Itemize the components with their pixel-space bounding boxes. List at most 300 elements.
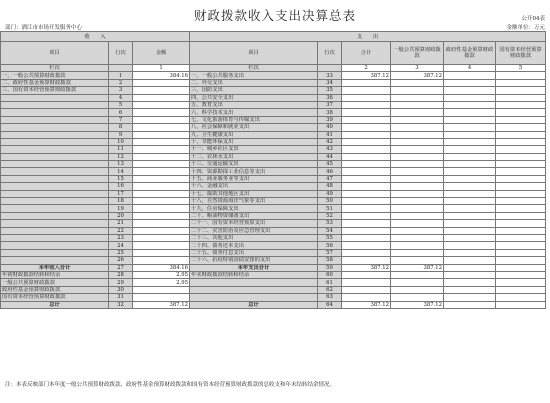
income-item-cell [1,242,109,249]
income-amount-cell [133,198,190,205]
expense-fund-cell [444,212,496,219]
income-item-cell: 三、国有资本经营预算财政拨款 [1,87,109,94]
expense-fund-cell [444,101,496,108]
income-line-cell: 10 [109,138,133,145]
income-amount-cell [133,183,190,190]
expense-fund-cell [444,294,496,301]
expense-total-cell: 387.12 [342,264,391,271]
expense-fund-cell [444,249,496,256]
expense-total-cell: 387.12 [342,301,391,308]
expense-line-cell: 53 [318,220,342,227]
table-row [1,168,546,175]
income-item-cell: 二、政府性基金预算财政拨款 [1,79,109,86]
expense-total-cell [342,198,391,205]
expense-total-cell [342,109,391,116]
expense-item-cell: 二十、粮油物资储备支出 [190,212,318,219]
expense-fund-cell [444,205,496,212]
expense-general-cell: 387.12 [391,301,444,308]
income-amount-cell [133,242,190,249]
income-amount-cell [133,79,190,86]
expense-total-cell [342,87,391,94]
expense-item-cell: 一、一般公共服务支出 [190,72,318,79]
income-amount-cell [133,168,190,175]
expense-line-cell: 64 [318,301,342,308]
income-line-cell: 17 [109,190,133,197]
table-row [1,257,546,264]
expense-total-cell [342,249,391,256]
income-item-cell: 国有资本经营预算财政拨款 [1,294,109,301]
income-line-cell: 21 [109,220,133,227]
expense-line-cell: 55 [318,234,342,241]
expense-item-header: 项目 [190,42,318,65]
col-number: 5 [496,65,546,72]
expense-total-cell [342,153,391,160]
expense-item-cell: 二十六、抗疫特别国债安排的支出 [190,257,318,264]
expense-state-cell [496,190,546,197]
expense-item-cell [190,279,318,286]
expense-line-cell: 54 [318,227,342,234]
expense-total-cell [342,279,391,286]
table-row [1,183,546,190]
col-blank [109,65,133,72]
income-line-cell: 25 [109,249,133,256]
table-row [1,212,546,219]
income-line-header: 行次 [109,42,133,65]
expense-total-cell [342,234,391,241]
expense-state-cell [496,79,546,86]
expense-line-cell: 60 [318,271,342,278]
expense-line-cell: 49 [318,190,342,197]
expense-general-cell [391,279,444,286]
expense-general-cell [391,109,444,116]
table-row [1,138,546,145]
expense-total-cell [342,101,391,108]
expense-line-cell: 50 [318,198,342,205]
expense-fund-cell [444,109,496,116]
income-amount-cell [133,227,190,234]
col-number: 4 [444,65,496,72]
income-amount-cell [133,220,190,227]
income-amount-cell [133,116,190,123]
income-amount-cell: 384.16 [133,72,190,79]
expense-line-cell: 36 [318,94,342,101]
expense-fund-cell [444,271,496,278]
expense-item-cell: 四、公共安全支出 [190,94,318,101]
expense-item-cell: 二十三、其他支出 [190,234,318,241]
income-line-cell: 18 [109,198,133,205]
expense-line-cell: 57 [318,249,342,256]
income-item-cell: 总计 [1,301,109,308]
expense-general-cell [391,124,444,131]
expense-line-cell: 56 [318,242,342,249]
expense-line-cell: 37 [318,101,342,108]
income-amount-cell [133,94,190,101]
income-line-cell: 3 [109,87,133,94]
income-item-cell [1,227,109,234]
expense-total-cell [342,220,391,227]
table-row [1,264,546,271]
department-label: 部门：洒江市市场开发服务中心 [5,25,83,31]
expense-total-cell [342,286,391,293]
expense-fund-cell [444,242,496,249]
expense-item-cell: 十三、交通运输支出 [190,161,318,168]
expense-total-cell [342,205,391,212]
unit-label: 金额单位：万元 [506,25,545,31]
expense-item-cell: 十四、资源勘探工业信息等支出 [190,168,318,175]
expense-total-cell [342,227,391,234]
table-row [1,271,546,278]
expense-fund-cell [444,257,496,264]
expense-item-cell: 八、社会保障和就业支出 [190,124,318,131]
expense-general-cell [391,79,444,86]
expense-state-cell [496,257,546,264]
income-amount-cell [133,212,190,219]
income-amount-cell [133,124,190,131]
expense-fund-cell [444,124,496,131]
expense-general-cell [391,153,444,160]
expense-state-cell [496,271,546,278]
income-line-cell: 28 [109,271,133,278]
expense-line-cell: 40 [318,124,342,131]
income-header: 收 入 [1,32,190,42]
income-item-cell: 一、一般公共预算财政拨款 [1,72,109,79]
expense-general-cell [391,198,444,205]
expense-general-cell [391,242,444,249]
fund-budget-header: 政府性基金预算财政拨款 [444,42,496,65]
expense-state-cell [496,116,546,123]
expense-line-cell: 43 [318,146,342,153]
expense-line-cell: 47 [318,175,342,182]
expense-total-cell [342,124,391,131]
income-amount-cell [133,294,190,301]
expense-total-cell [342,116,391,123]
expense-state-cell [496,138,546,145]
income-line-cell: 31 [109,294,133,301]
expense-state-cell [496,242,546,249]
expense-total-cell [342,212,391,219]
income-amount-cell [133,146,190,153]
income-item-cell [1,175,109,182]
income-line-cell: 27 [109,264,133,271]
income-line-cell: 30 [109,286,133,293]
expense-line-cell: 62 [318,286,342,293]
income-line-cell: 29 [109,279,133,286]
expense-fund-cell [444,183,496,190]
income-amount-cell [133,257,190,264]
income-item-cell [1,94,109,101]
expense-state-cell [496,249,546,256]
expense-state-cell [496,205,546,212]
expense-general-cell [391,168,444,175]
expense-line-cell: 42 [318,138,342,145]
col-label: 栏次 [190,65,318,72]
income-item-cell: 政府性基金预算财政拨款 [1,286,109,293]
expense-line-cell: 48 [318,183,342,190]
expense-total-cell [342,242,391,249]
table-row [1,109,546,116]
income-line-cell: 24 [109,242,133,249]
expense-state-cell [496,94,546,101]
income-item-cell [1,168,109,175]
expense-line-cell: 58 [318,257,342,264]
expense-fund-cell [444,279,496,286]
expense-general-cell [391,234,444,241]
expense-total-cell [342,271,391,278]
expense-total-cell [342,294,391,301]
income-line-cell: 22 [109,227,133,234]
expense-line-cell: 44 [318,153,342,160]
expense-line-cell: 51 [318,205,342,212]
expense-general-cell [391,116,444,123]
income-line-cell: 8 [109,124,133,131]
expense-fund-cell [444,198,496,205]
income-item-cell: 年初财政拨款结转和结余 [1,271,109,278]
income-amount-cell [133,153,190,160]
table-row [1,72,546,79]
expense-line-cell: 45 [318,161,342,168]
expense-total-cell [342,183,391,190]
expense-general-cell [391,249,444,256]
income-amount-cell: 384.16 [133,264,190,271]
expense-state-cell [496,198,546,205]
expense-state-cell [496,264,546,271]
expense-line-cell: 59 [318,264,342,271]
footnote: 注：本表反映部门本年度一般公共预算财政拨款、政府性基金预算财政拨款和国有资本经营预算财政拨款的总收支和年末结转结余情况。 [5,382,336,388]
table-row [1,116,546,123]
expense-state-cell [496,168,546,175]
expense-fund-cell [444,79,496,86]
expense-general-cell [391,131,444,138]
expense-item-cell: 五、教育支出 [190,101,318,108]
expense-fund-cell [444,168,496,175]
table-row [1,242,546,249]
income-amount-cell: 2.95 [133,279,190,286]
expense-fund-cell [444,301,496,308]
expense-fund-cell [444,264,496,271]
income-line-cell: 2 [109,79,133,86]
income-line-cell: 19 [109,205,133,212]
col-number: 2 [342,65,391,72]
income-line-cell: 9 [109,131,133,138]
table-row [1,161,546,168]
expense-line-cell: 33 [318,72,342,79]
income-amount-cell [133,286,190,293]
expense-state-cell [496,146,546,153]
income-item-cell [1,161,109,168]
expense-total-cell [342,175,391,182]
income-item-cell [1,212,109,219]
expense-item-cell: 二十一、国有资本经营预算支出 [190,220,318,227]
income-item-cell [1,109,109,116]
expense-item-cell: 十八、自然资源海洋气象等支出 [190,198,318,205]
income-item-cell: 一般公共预算财政拨款 [1,279,109,286]
expense-total-cell [342,257,391,264]
income-line-cell: 12 [109,153,133,160]
expense-general-cell [391,220,444,227]
table-row [1,124,546,131]
expense-state-cell [496,131,546,138]
income-item-cell [1,220,109,227]
expense-state-cell [496,109,546,116]
income-amount-header: 金额 [133,42,190,65]
expense-item-cell: 七、文化旅游体育与传媒支出 [190,116,318,123]
expense-general-cell: 387.12 [391,72,444,79]
expense-general-cell [391,183,444,190]
income-amount-cell [133,190,190,197]
expense-fund-cell [444,87,496,94]
expense-fund-cell [444,286,496,293]
table-row [1,286,546,293]
expense-fund-cell [444,94,496,101]
table-row [1,94,546,101]
expense-line-header: 行次 [318,42,342,65]
income-amount-cell [133,175,190,182]
income-item-cell [1,124,109,131]
expense-total-cell [342,146,391,153]
table-row [1,131,546,138]
general-budget-header: 一般公共预算财政拨款 [391,42,444,65]
expense-general-cell [391,101,444,108]
income-amount-cell: 387.12 [133,301,190,308]
expense-state-cell [496,220,546,227]
table-row [1,101,546,108]
expense-item-cell: 十一、城乡社区支出 [190,146,318,153]
expense-item-cell: 十七、援助其他地区支出 [190,190,318,197]
expense-line-cell: 39 [318,116,342,123]
expense-general-cell [391,175,444,182]
expense-state-cell [496,301,546,308]
expense-item-cell: 总计 [190,301,318,308]
expense-total-cell: 387.12 [342,72,391,79]
expense-fund-cell [444,153,496,160]
expense-general-cell [391,94,444,101]
expense-fund-cell [444,220,496,227]
expense-fund-cell [444,131,496,138]
expense-fund-cell [444,190,496,197]
income-line-cell: 1 [109,72,133,79]
expense-state-cell [496,153,546,160]
income-amount-cell [133,138,190,145]
expense-fund-cell [444,227,496,234]
expense-line-cell: 46 [318,168,342,175]
income-amount-cell: 2.95 [133,271,190,278]
expense-item-cell: 二十五、债务付息支出 [190,249,318,256]
table-row [1,205,546,212]
col-blank [318,65,342,72]
budget-table [0,31,546,309]
income-item-cell [1,205,109,212]
table-row [1,198,546,205]
total-header: 合计 [342,42,391,65]
form-number: 公开04表 [521,16,545,22]
income-item-cell [1,101,109,108]
table-row [1,146,546,153]
expense-total-cell [342,161,391,168]
income-item-cell [1,257,109,264]
income-line-cell: 23 [109,234,133,241]
expense-line-cell: 63 [318,294,342,301]
income-item-header: 项目 [1,42,109,65]
table-row [1,79,546,86]
expense-state-cell [496,212,546,219]
income-line-cell: 16 [109,183,133,190]
expense-line-cell: 38 [318,109,342,116]
income-amount-cell [133,161,190,168]
expense-general-cell [391,146,444,153]
page-title: 财政拨款收入支出决算总表 [193,8,356,23]
expense-state-cell [496,279,546,286]
expense-general-cell [391,286,444,293]
expense-total-cell [342,168,391,175]
expense-fund-cell [444,234,496,241]
expense-item-cell: 年末财政拨款结转和结余 [190,271,318,278]
table-row [1,234,546,241]
expense-item-cell [190,286,318,293]
expense-total-cell [342,190,391,197]
expense-item-cell [190,294,318,301]
income-item-cell [1,249,109,256]
expense-fund-cell [444,146,496,153]
income-amount-cell [133,234,190,241]
expense-item-cell: 三、国防支出 [190,87,318,94]
expense-fund-cell [444,161,496,168]
expense-fund-cell [444,175,496,182]
income-line-cell: 26 [109,257,133,264]
expense-item-cell: 二十四、债务还本支出 [190,242,318,249]
expense-state-cell [496,294,546,301]
income-item-cell [1,190,109,197]
expense-fund-cell [444,138,496,145]
table-row [1,279,546,286]
expense-item-cell: 十六、金融支出 [190,183,318,190]
expense-general-cell [391,138,444,145]
expense-item-cell: 十五、商业服务业等支出 [190,175,318,182]
income-item-cell [1,116,109,123]
expense-line-cell: 34 [318,79,342,86]
expense-state-cell [496,87,546,94]
income-item-cell [1,183,109,190]
expense-state-cell [496,227,546,234]
table-row [1,220,546,227]
table-row [1,249,546,256]
col-number: 1 [133,65,190,72]
income-item-cell [1,138,109,145]
income-item-cell: 本年收入合计 [1,264,109,271]
income-line-cell: 32 [109,301,133,308]
expense-general-cell [391,227,444,234]
income-amount-cell [133,205,190,212]
expense-total-cell [342,138,391,145]
table-row [1,190,546,197]
expense-state-cell [496,286,546,293]
table-row [1,87,546,94]
expense-item-cell: 二、外交支出 [190,79,318,86]
expense-general-cell [391,161,444,168]
expense-item-cell: 本年支出合计 [190,264,318,271]
expense-line-cell: 61 [318,279,342,286]
expense-total-cell [342,79,391,86]
income-item-cell [1,146,109,153]
expense-general-cell [391,87,444,94]
table-row [1,301,546,308]
expense-item-cell: 六、科学技术支出 [190,109,318,116]
expense-state-cell [496,234,546,241]
expense-line-cell: 35 [318,87,342,94]
expense-header: 支 出 [190,32,546,42]
income-line-cell: 6 [109,109,133,116]
col-label: 栏次 [1,65,109,72]
expense-general-cell [391,212,444,219]
